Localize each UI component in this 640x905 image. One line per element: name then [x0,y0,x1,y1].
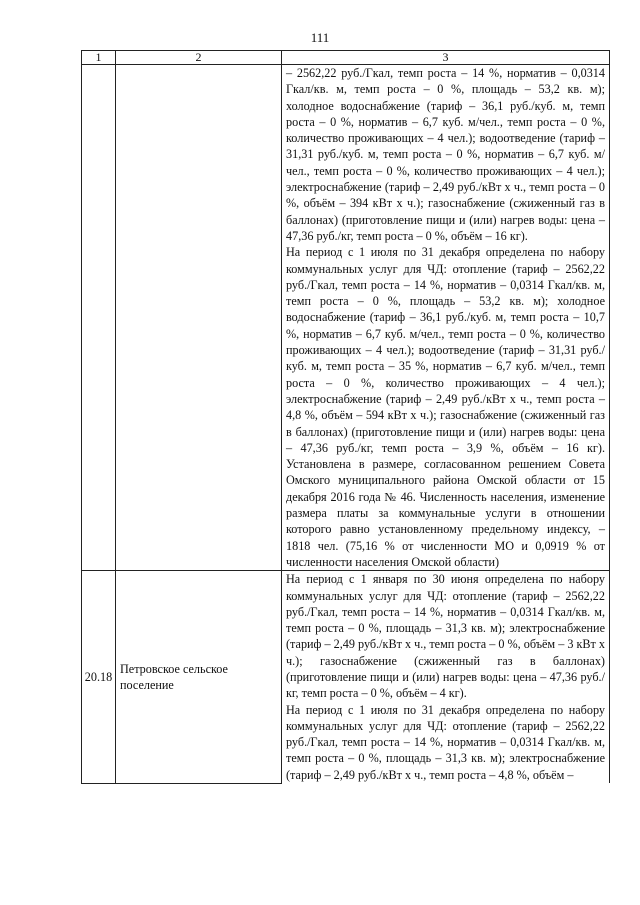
description-cell [282,571,610,783]
paragraph: На период с 1 января по 30 июня определена по набору коммунальных услуг для ЧД: отопление (тариф – 2562,22 руб./Гкал, темп роста – 14 %, норматив – 0,0314 Гкал/кв. м, темп роста – 0 %, площадь – 31,3 кв. м); электроснабжение (тариф – 2,49 руб./кВт х ч., темп роста – 0 %, объём – 3 кВт х ч.); газоснабжение (сжиженный газ в баллонах) (приготовление пищи и (или) нагрев воды: цена – 47,36 руб./кг, темп роста – 0 %, объём – 4 кг). [286,572,605,701]
paragraph: – 2562,22 руб./Гкал, темп роста – 14 %, норматив – 0,0314 Гкал/кв. м, темп роста – 0 %, площадь – 53,2 кв. м); холодное водоснабжение (тариф – 36,1 руб./куб. м, темп роста – 0 %, норматив – 6,7 куб. м/чел., темп роста – 0 %, количество проживающих – 4 чел.); водоотведение (тариф – 31,31 руб./куб. м, темп роста – 0 %, норматив – 6,7 куб. м/чел., темп роста – 0 %, количество проживающих – 4 чел.); электроснабжение (тариф – 2,49 руб./кВт х ч., темп роста – 0 %, объём – 394 кВт х ч.); газоснабжение (сжиженный газ в баллонах) (приготовление пищи и (или) нагрев воды: цена – 47,36 руб./кг, темп роста – 0 %, объём – 16 кг). [286,66,605,243]
page-number: 111 [310,30,330,45]
column-header: 1 [82,51,116,65]
description-cell [282,65,610,571]
data-table [81,50,610,784]
row-number-cell [82,65,116,571]
table-row [82,65,610,571]
paragraph: На период с 1 июля по 31 декабря определена по набору коммунальных услуг для ЧД: отопление (тариф – 2562,22 руб./Гкал, темп роста – 14 %, норматив – 0,0314 Гкал/кв. м, темп роста – 0 %, площадь – 53,2 кв. м); холодное водоснабжение (тариф – 36,1 руб./куб. м, темп роста – 10,7 %, норматив – 6,7 куб. м/чел., темп роста – 0 %, количество проживающих – 4 чел.); водоотведение (тариф – 31,31 руб./куб. м, темп роста – 35 %, норматив – 6,7 куб. м/чел., темп роста – 0 %, количество проживающих – 4 чел.); электроснабжение (тариф – 2,49 руб./кВт х ч., темп роста – 4,8 %, объём – 594 кВт х ч.); газоснабжение (сжиженный газ в баллонах) (приготовление пищи и (или) нагрев воды: цена – 47,36 руб./кг, темп роста – 3,9 %, объём – 16 кг). Установлена в размере, согласованном решением Совета Омского муниципального района Омской области от 15 декабря 2016 года № 46. Численность населения, изменение размера платы за коммунальные услуги в отношении которого равно установленному предельному индексу, – 1818 чел. (75,16 % от численности МО и 0,0919 % от численности населения Омской области) [286,245,605,569]
table-row [82,571,610,783]
column-header: 3 [282,51,610,65]
column-header: 2 [116,51,282,65]
table-header-row [82,51,610,65]
paragraph: На период с 1 июля по 31 декабря определена по набору коммунальных услуг для ЧД: отопление (тариф – 2562,22 руб./Гкал, темп роста – 14 %, норматив – 0,0314 Гкал/кв. м, темп роста – 0 %, площадь – 31,3 кв. м); электроснабжение (тариф – 2,49 руб./кВт х ч., темп роста – 4,8 %, объём – [286,702,605,782]
row-number-cell: 20.18 [82,571,116,783]
municipality-name-cell: Петровское сельское поселение [116,571,282,783]
municipality-name-cell [116,65,282,571]
